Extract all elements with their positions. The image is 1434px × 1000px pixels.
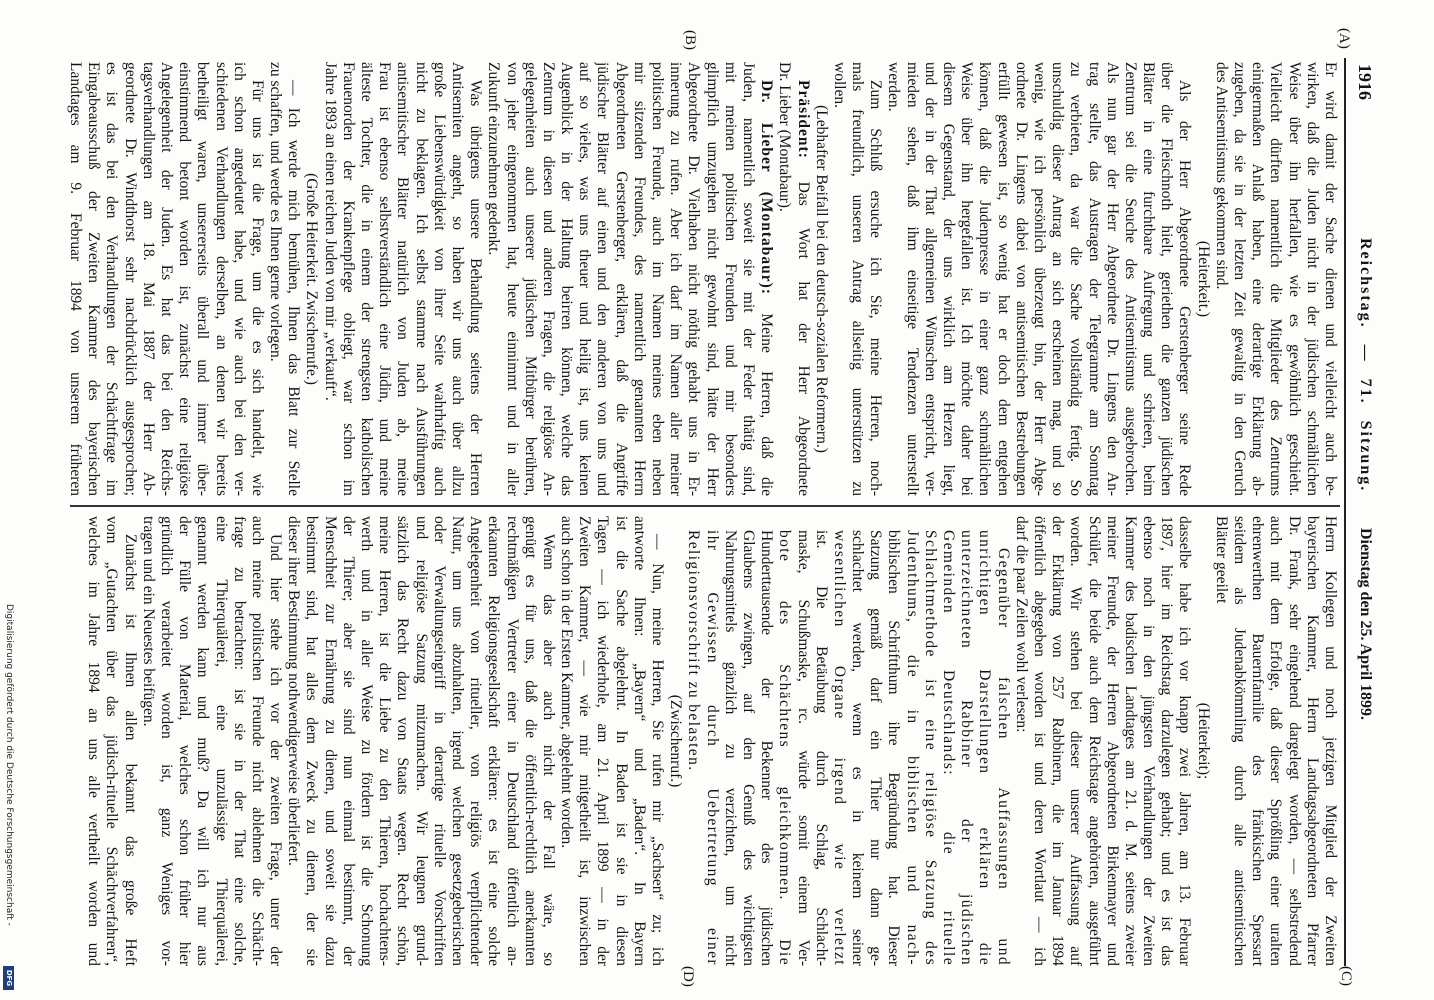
text-line: Er wird damit der Sache dienen und vielleicht auch be- <box>1322 62 1339 496</box>
text-line: der Erklärung von 257 Rabbinern, die im Januar 1894 <box>1049 516 1067 966</box>
interjection: (Heiterkeit); <box>1194 702 1212 780</box>
text-line: Natur, um uns abzuhalten, irgend welchen gesetzgeberischen <box>449 516 466 966</box>
text-line: gründlich verarbeitet worden ist, ganz Weniges vor- <box>158 516 175 966</box>
text-line: mit meinen politischen Freunden und mir besonders <box>721 62 739 496</box>
text-line: rechtmäßigen Vertreter einer in Deutschland öffentlich an- <box>503 516 521 966</box>
text-line: erkannten Religionsgesellschaft erklären: es ist eine solche <box>485 516 503 966</box>
text-line: unschuldig dieser Antrag an sich erscheinen mag, und so <box>1049 62 1067 496</box>
text-line: erfüllt gewesen ist, so wenig hat er doch dem entgehen <box>994 62 1012 496</box>
text-line: welches im Jahre 1894 an uns alle vertheilt worden und <box>85 516 103 966</box>
column-divider <box>70 505 1340 507</box>
text-line: biblischen Schriftthum ihre Begründung hat. Dieser <box>885 530 903 966</box>
text-line: zu schaffen, und werde es Ihnen gerne vorlegen. <box>267 62 285 362</box>
speaker-name: Präsident: <box>794 80 812 159</box>
text-line: Antisemiten angeht, so haben wir uns auch über allzu <box>449 62 466 496</box>
text-line: bote des Schächtens gleichkommen. Die <box>776 530 794 966</box>
text-line: Eingabeausschuß der Zweiten Kammer des bayerischen <box>85 62 103 496</box>
text-line: ordnete Dr. Lingens dabei von antisemitischen Bestrebungen <box>1012 62 1030 496</box>
text-line: gelegenheiten auch unserer jüdischen Mitbürger berühren, <box>521 62 539 496</box>
text-line: oder Verwaltungseingriff in derartige rituelle Vorschriften <box>430 516 448 966</box>
text-line: unrichtigen Darstellungen erklären die <box>976 530 994 966</box>
text-line: wesentlichen Organe irgend wie verletzt <box>830 530 848 966</box>
text-line: auch schon in der Ersten Kammer, abgelehnt worden. <box>558 516 576 849</box>
text-line: antisemitischer Blätter natürlich von Juden ab, meine <box>394 62 412 496</box>
text-line: Religionsvorschrift zu belasten. <box>685 530 703 772</box>
text-line: Blätter in eine furchtbare Aufregung und schrieen, beim <box>1140 62 1158 496</box>
text-line: meiner Freunde, der Herren Abgeordneten Birkenmayer und <box>1103 516 1121 966</box>
text-line: der Fülle von Material, welches schon früher hier <box>176 516 194 966</box>
text-line: worden. Wir stehen bei dieser unserer Auffassung auf <box>1067 516 1085 966</box>
text-line: Nahrungsmittels gänzlich zu verzichten, um nicht <box>721 530 739 966</box>
text-line: Und hier stehe ich vor der zweiten Frage, unter der <box>267 534 285 966</box>
text-line: mieden sehen, daß ihm einseitige Tendenzen unterstellt <box>903 62 921 496</box>
text-line: Kammer des badischen Landtages am 21. d. M. seitens zweier <box>1121 516 1139 966</box>
speech-text: Meine Herren, daß die <box>758 313 776 496</box>
text-line: Gemeinden Deutschlands: die rituelle <box>940 530 958 966</box>
text-line: sätzlich das Recht dazu von Staats wegen. Recht schön, <box>394 516 412 966</box>
session-title: Reichstag. — 71. Sitzung. <box>1357 238 1374 493</box>
text-line: bayerischen Kammer, Herrn Landtagsabgeordneten Pfarrer <box>1303 516 1321 966</box>
paragraph <box>284 516 557 966</box>
paragraph <box>139 516 285 966</box>
text-line: Für uns ist die Frage, um die es sich handelt, wie <box>248 80 266 496</box>
text-line: innerung zu rufen. Aber ich darf im Namen aller meiner <box>667 62 685 496</box>
text-line: seitdem als Judenabkömmling durch alle antisemitischen <box>1231 516 1249 966</box>
text-line: mir sitzenden Freundes, des namentlich genannten Herrn <box>630 62 648 496</box>
text-line: Zentrum sei die Seuche des Antisemitismus ausgebrochen. <box>1121 62 1139 496</box>
text-line: antworte Ihnen: „Bayern“ und „Baden“. In Bayern <box>630 516 648 966</box>
text-line: zu verbieten, da war die Sache vollständig fertig. So <box>1067 62 1085 496</box>
text-line: Gegenüber falschen Auffassungen und <box>994 548 1012 966</box>
text-line: Juden, namentlich soweit sie mit der Feder thätig sind, <box>740 62 757 496</box>
text-line: Landtages am 9. Februar 1894 von unserem früheren <box>67 62 85 496</box>
text-line: mals freundlich, unseren Antrag allseitig unterstützen zu <box>849 62 867 496</box>
text-line: 1897, hier im Reichstag darzulegen gehabt; und es ist das <box>1158 516 1176 966</box>
text-line: Weise über ihn hergefallen ist. Ich möchte daher bei <box>958 62 976 496</box>
text-line: es ist das bei den Verhandlungen der Schächtfrage im <box>103 62 121 496</box>
text-line: schlachtet werden, wenn es in keinem seiner <box>849 530 867 966</box>
text-line: schiedenen Verhandlungen derselben, an denen wir bereits <box>212 62 230 496</box>
text-line: Wenn das aber auch nicht der Fall wäre, so <box>539 534 557 966</box>
text-line: wenig, wie ich persönlich überzeugt bin, der Herr Abge- <box>1031 62 1048 496</box>
text-line: meine Herren, ist die Liebe zu den Thieren, hochachtens- <box>376 516 394 966</box>
page-number: 1916 <box>1355 64 1375 100</box>
text-line: — Nun, meine Herren, Sie rufen mir „Sachsen“ zu; ich <box>649 534 667 966</box>
text-line: tagsverhandlungen am 18. Mai 1887 der Herr Ab- <box>139 62 157 496</box>
text-line: können, daß die Judenpresse in einer ganz schmählichen <box>976 62 994 496</box>
paragraph <box>266 62 302 496</box>
text-line: Herrn Kollegen und noch jetzigen Mitglied der Zweiten <box>1322 516 1339 966</box>
text-line: diesem Gegenstand, der uns wirklich am Herzen liegt, <box>940 62 958 496</box>
text-line: dasselbe habe ich vor knapp zwei Jahren, am 13. Februar <box>1176 516 1194 966</box>
text-line: trag stellte, das Austragen der Telegramme am Sonntag <box>1085 62 1103 496</box>
text-line: bestimmt sind, hat alles dem Zweck zu dienen, der sie <box>303 516 321 966</box>
funding-note: Digitalisierung gefördert durch die Deutsche Forschungsgemeinschaft - <box>4 604 14 926</box>
left-column <box>66 62 1339 496</box>
right-column <box>84 516 1339 966</box>
text-line: Glaubens zwingen, auf den Genuß des wichtigsten <box>740 530 757 966</box>
interjection: (Zwischenruf.) <box>667 694 685 788</box>
text-line: Frauenorden der Krankenpflege obliegt, war schon im <box>339 62 357 496</box>
text-line: auf so vieles, was uns theuer und heilig ist, uns keinen <box>576 62 594 496</box>
margin-marker-b: (B) <box>682 30 698 50</box>
text-line: auch meine politischen Freunde nicht ablehnen die Schächt- <box>248 516 266 966</box>
text-line: Judenthums, die in biblischen und nach- <box>903 530 921 966</box>
speech-paragraph <box>775 62 811 496</box>
speaker-name: Dr. Lieber (Montabaur): <box>758 80 776 295</box>
text-line: Hunderttausende der Bekenner des jüdischen <box>758 530 776 966</box>
margin-marker-a: (A) <box>1336 28 1352 49</box>
text-line: werth und in aller Weise zu fördern ist die Schonung <box>358 516 376 966</box>
paragraph <box>830 62 885 496</box>
text-line: Zum Schluß ersuche ich Sie, meine Herren, noch- <box>867 80 885 496</box>
margin-marker-c: (C) <box>1338 966 1354 986</box>
text-line: Angelegenheit der Juden. Es hat das bei den Reichs- <box>158 62 175 496</box>
interjection: (Lebhafter Beifall bei den deutsch-sozialen Reformern.) <box>812 105 830 453</box>
text-line: politischen Freunde, auch im Namen meines eben neben <box>649 62 667 496</box>
dfg-logo: DFG <box>3 966 14 990</box>
paragraph <box>66 62 266 496</box>
speech-paragraph <box>484 62 775 496</box>
text-line: von jeher eingenommen hat, heute einnimmt und in aller <box>503 62 521 496</box>
text-line: unterzeichneten Rabbiner der jüdischen <box>958 530 976 966</box>
text-line: genügt es für uns, daß die öffentlich-rechtlich anerkannten <box>521 516 539 966</box>
text-line: — Ich werde mich bemühen, Ihnen das Blatt zur Stelle <box>285 80 303 496</box>
quoted-statement <box>684 516 1011 966</box>
text-line: Zweiten Kammer, — wie mir mitgetheilt ist, inzwischen <box>576 516 594 966</box>
text-line: glimpflich umzugehen nicht gewohnt sind, hätte der Herr <box>703 62 721 496</box>
text-line: Jahre 1893 an einen reichen Juden von mir „verkauft“. <box>321 62 339 401</box>
text-line: Abgeordneten Gerstenberger, erklären, daß die Angriffe <box>612 62 630 496</box>
text-line: Menschheit zur Ernährung zu dienen, und soweit sie dazu <box>321 516 339 966</box>
text-line: ihr Gewissen durch Uebertretung einer <box>703 530 721 966</box>
paragraph <box>884 62 1193 496</box>
interjection: (Heiterkeit.) <box>1194 240 1212 318</box>
text-line: zugeben, da sie in der letzten Zeit gewaltig in den Geruch <box>1231 62 1249 496</box>
text-line: frage zu betrachten: ist sie in der That eine solche, <box>230 516 248 966</box>
text-line: ebenso noch in den jüngsten Verhandlungen der Zweiten <box>1140 516 1158 966</box>
paragraph <box>84 516 139 966</box>
interjection: (Große Heiterkeit. Zwischenrufe.) <box>303 173 321 385</box>
text-line: Blätter geeilet <box>1212 516 1230 604</box>
text-line: und der in der That allgemeinen Wünschen entspricht, ver- <box>921 62 939 496</box>
text-line: jüdischer Blätter auf einen und den anderen von uns und <box>594 62 612 496</box>
text-line: nicht zu beklagen. Ich selbst stamme nach Ausführungen <box>412 62 430 496</box>
header-rule <box>1344 58 1346 966</box>
text-line: wollen. <box>830 62 848 109</box>
paragraph <box>1212 516 1339 966</box>
text-line: Was übrigens unsere Behandlung seitens der Herren <box>467 80 485 496</box>
text-line: Zukunft einzunehmen gedenkt. <box>485 62 503 256</box>
text-line: maske, Schußmaske, rc. würde somit einem Ver- <box>794 530 812 966</box>
text-line: Zunächst ist Ihnen allen bekannt das große Heft <box>121 534 139 966</box>
text-line: Abgeordnete Dr. Vielhaben nicht nöthig gehabt uns in Er- <box>685 62 703 496</box>
paragraph <box>321 62 485 496</box>
text-line: Zentrum in diesen und anderen Fragen, die religiöse An- <box>539 62 557 496</box>
text-line: Dr. Lieber (Montabaur). <box>776 62 794 212</box>
session-date: Dienstag den 25. April 1899. <box>1357 528 1374 721</box>
text-line: wirken, daß die Juden nicht in der jüdischen schmählichen <box>1303 62 1321 496</box>
paragraph <box>1012 516 1194 966</box>
text-line: genannt werden kann und muß? Da will ich nur aus <box>194 516 212 966</box>
text-line: älteste Tochter, die in einem der strengsten katholischen <box>358 62 376 496</box>
text-line: dieser ihrer Bestimmung nothwendigerweise überliefert. <box>285 516 303 866</box>
text-line: und religiöse Satzung mitzumachen. Wir leugnen grund- <box>412 516 430 966</box>
text-line: auch mit dem Erfolge, daß dieser Sprößling einer uralten <box>1267 516 1285 966</box>
text-line: einigermaßen Anlaß haben, eine derartige Erklärung ab- <box>1249 62 1267 496</box>
text-line: eine Thierquälerei, eine unzulässige Thierquälerei, <box>212 516 230 966</box>
text-line: Augenblick in der Haltung beirren können, welche das <box>558 62 576 496</box>
text-line: Vielleicht dürften namentlich die Mitglieder des Zentrums <box>1267 62 1285 496</box>
paragraph <box>557 516 666 966</box>
text-line: Als nun gar der Herr Abgeordnete Dr. Lingens den An- <box>1103 62 1121 496</box>
text-line: einstimmend betont worden ist, zunächst eine religiöse <box>176 62 194 496</box>
margin-marker-d: (D) <box>680 966 696 987</box>
text-line: ist die Sache abgelehnt. In Baden ist sie in diesen <box>612 516 630 966</box>
text-line: öffentlich abgegeben worden ist und deren Wortlaut — ich <box>1031 516 1048 966</box>
text-line: vom „Gutachten über das jüdisch-rituelle Schächtverfahren“, <box>103 516 121 966</box>
text-line: Weise über ihn herfallen, wie es gewöhnlich geschieht. <box>1285 62 1303 496</box>
paragraph <box>1212 62 1339 496</box>
text-line: Satzung gemäß darf ein Thier nur dann ge- <box>867 530 885 966</box>
text-line: Dr. Frank, sehr eingehend dargelegt worden, — selbstredend <box>1285 516 1303 966</box>
text-line: Tagen — ich wiederhole, am 21. April 1899 — in der <box>594 516 612 966</box>
text-line <box>757 62 775 496</box>
text-line: über die Fleischnoth hielt, geriethen die ganzen jüdischen <box>1158 62 1176 496</box>
text-line: ich schon angedeutet habe, und wie auch bei den ver- <box>230 62 248 496</box>
text-line: große Liebenswürdigkeit von ihrer Seite wahrhaftig auch <box>430 62 448 496</box>
text-line: Frau ist ebenso selbstverständlich eine Jüdin, und meine <box>376 62 394 496</box>
text-line: des Antisemitismus gekommen sind. <box>1212 62 1230 290</box>
text-line: der Thiere; aber sie sind nun einmal bestimmt, der <box>339 516 357 966</box>
text-line: geordnete Dr. Windthorst sehr nachdrücklich ausgesprochen; <box>121 62 139 496</box>
text-line: Als der Herr Abgeordnete Gerstenberger seine Rede <box>1176 80 1194 496</box>
text-line: ehrenwerthen Bauernfamilie des fränkischen Spessart <box>1249 516 1267 966</box>
speech-text: Das Wort hat der Herr Abgeordnete <box>794 181 812 496</box>
text-line <box>793 62 811 496</box>
text-line: Schlachtmethode ist eine religiöse Satzung des <box>921 530 939 966</box>
text-line: ist. Die Betäubung durch Schlag, Schlacht- <box>812 530 830 966</box>
text-line: betheiligt waren, unsererseits überall und immer über- <box>194 62 212 496</box>
text-line: tragen und ein Neuestes beifügen. <box>139 516 157 727</box>
text-line: werden. <box>885 62 903 112</box>
text-line: Angelegenheit von ritueller, von religiös verpflichtender <box>467 516 485 966</box>
text-line: darf die paar Zeilen wohl verlesen: <box>1012 516 1030 733</box>
text-line: Schüler, die beide auch dem Reichstage angehörten, ausgeführt <box>1085 516 1103 966</box>
